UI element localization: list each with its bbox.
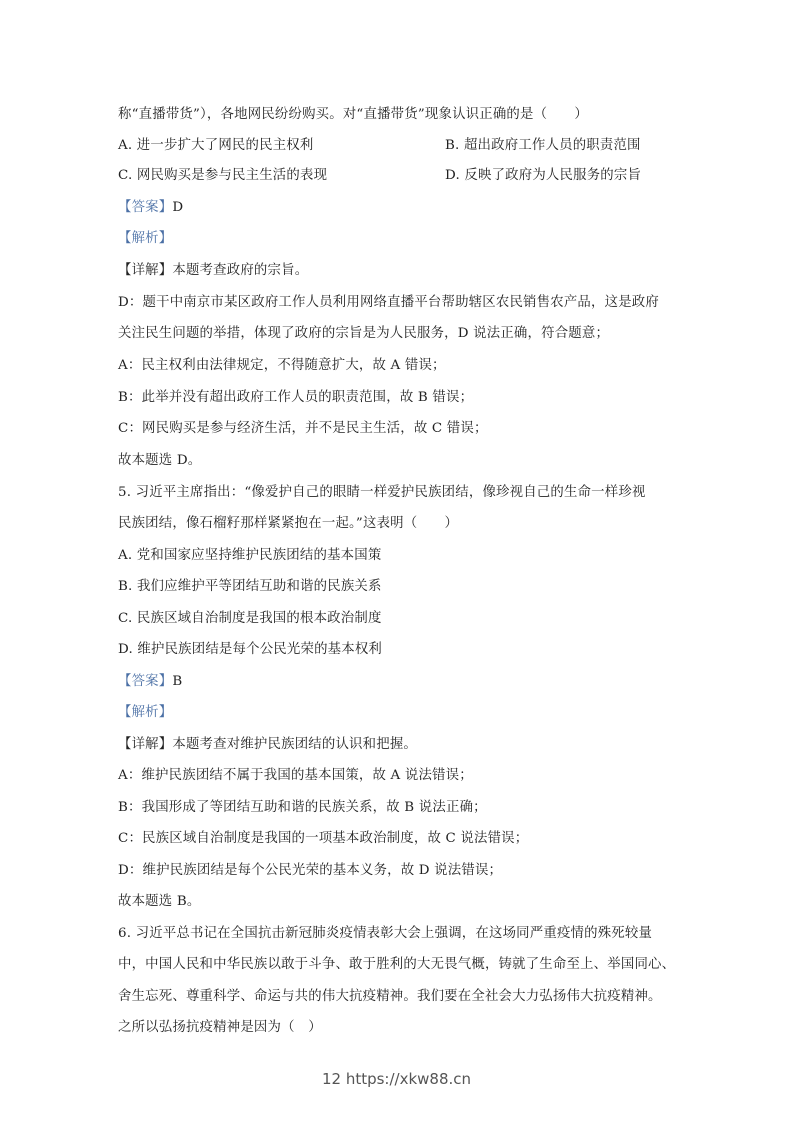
- q5-explanation-line: B：我国形成了等团结互助和谐的民族关系，故 B 说法正确；: [118, 800, 487, 815]
- q5-conclusion: 故本题选 B。: [118, 894, 201, 909]
- option-text: 民族区域自治制度是我国的根本政治制度: [136, 611, 382, 626]
- q4-explanation-line: D：题干中南京市某区政府工作人员利用网络直播平台帮助辖区农民销售农产品，这是政府: [118, 295, 659, 310]
- analysis-tag: 【解析】: [118, 231, 173, 246]
- q5-option-a: [118, 547, 381, 565]
- option-text: 超出政府工作人员的职责范围: [463, 138, 641, 153]
- option-label: A.: [118, 548, 133, 563]
- q6-stem-line: 之所以弘扬抗疫精神是因为（ ）: [118, 1020, 322, 1035]
- detail-intro: 本题考查政府的宗旨。: [172, 263, 309, 278]
- analysis-tag: 【解析】: [118, 705, 173, 720]
- q4-option-d: [445, 167, 641, 185]
- option-text: 反映了政府为人民服务的宗旨: [464, 168, 642, 183]
- q4-detail: [118, 262, 308, 280]
- option-label: D.: [445, 168, 460, 183]
- q4-explanation-line: 关注民生问题的举措，体现了政府的宗旨是为人民服务，D 说法正确，符合题意；: [118, 326, 610, 341]
- option-text: 党和国家应坚持维护民族团结的基本国策: [136, 548, 382, 563]
- q4-option-c: [118, 167, 327, 185]
- answer-tag: 【答案】: [118, 200, 173, 215]
- q5-option-c: [118, 610, 382, 628]
- page-footer: [0, 1070, 793, 1088]
- q5-option-d: [118, 641, 382, 659]
- q5-explanation-line: D：维护民族团结是每个公民光荣的基本义务，故 D 说法错误；: [118, 863, 503, 878]
- option-text: 我们应维护平等团结互助和谐的民族关系: [136, 579, 382, 594]
- q4-conclusion: 故本题选 D。: [118, 453, 202, 468]
- detail-tag: 【详解】: [118, 737, 173, 752]
- option-label: C.: [118, 611, 133, 626]
- option-label: D.: [118, 642, 133, 657]
- answer-value: D: [172, 200, 184, 215]
- q5-detail: [118, 736, 417, 754]
- q4-option-b: [445, 137, 641, 155]
- q6-stem-line: 中，中国人民和中华民族以敢于斗争、敢于胜利的大无畏气概，铸就了生命至上、举国同心、: [118, 957, 676, 972]
- detail-tag: 【详解】: [118, 263, 173, 278]
- q4-explanation-line: C：网民购买是参与经济生活，并不是民主生活，故 C 错误；: [118, 421, 488, 436]
- q4-analysis-tag: [118, 230, 172, 248]
- option-label: A.: [118, 138, 133, 153]
- answer-tag: 【答案】: [118, 674, 173, 689]
- answer-value: B: [172, 674, 183, 689]
- q4-answer: [118, 199, 183, 217]
- q4-explanation-line: A：民主权利由法律规定，不得随意扩大，故 A 错误；: [118, 358, 446, 373]
- q4-option-a: [118, 137, 313, 155]
- q5-explanation-line: A：维护民族团结不属于我国的基本国策，故 A 说法错误；: [118, 768, 473, 783]
- detail-intro: 本题考查对维护民族团结的认识和把握。: [172, 737, 418, 752]
- q4-stem-tail: 称“直播带货”），各地网民纷纷购买。对“直播带货”现象认识正确的是（ ）: [118, 107, 588, 122]
- q5-answer: [118, 673, 182, 691]
- option-label: C.: [118, 168, 133, 183]
- option-label: B.: [445, 138, 460, 153]
- q5-analysis-tag: [118, 704, 172, 722]
- q5-explanation-line: C：民族区域自治制度是我国的一项基本政治制度，故 C 说法错误；: [118, 831, 529, 846]
- q6-stem-line: 6. 习近平总书记在全国抗击新冠肺炎疫情表彰大会上强调，在这场同严重疫情的殊死较量: [118, 926, 653, 941]
- option-text: 网民购买是参与民主生活的表现: [136, 168, 328, 183]
- option-text: 维护民族团结是每个公民光荣的基本权利: [137, 642, 383, 657]
- q5-stem-line: 5. 习近平主席指出：“像爱护自己的眼睛一样爱护民族团结，像珍视自己的生命一样珍视: [118, 485, 646, 500]
- q5-stem-line: 民族团结，像石榴籽那样紧紧抱在一起。”这表明（ ）: [118, 516, 459, 531]
- q6-stem-line: 舍生忘死、尊重科学、命运与共的伟大抗疫精神。我们要在全社会大力弘扬伟大抗疫精神。: [118, 989, 662, 1004]
- option-text: 进一步扩大了网民的民主权利: [136, 138, 314, 153]
- footer-url[interactable]: https://xkw88.cn: [345, 1070, 472, 1088]
- option-label: B.: [118, 579, 133, 594]
- page-number: 12: [321, 1070, 342, 1088]
- q4-explanation-line: B：此举并没有超出政府工作人员的职责范围，故 B 错误；: [118, 390, 474, 405]
- q5-option-b: [118, 578, 382, 596]
